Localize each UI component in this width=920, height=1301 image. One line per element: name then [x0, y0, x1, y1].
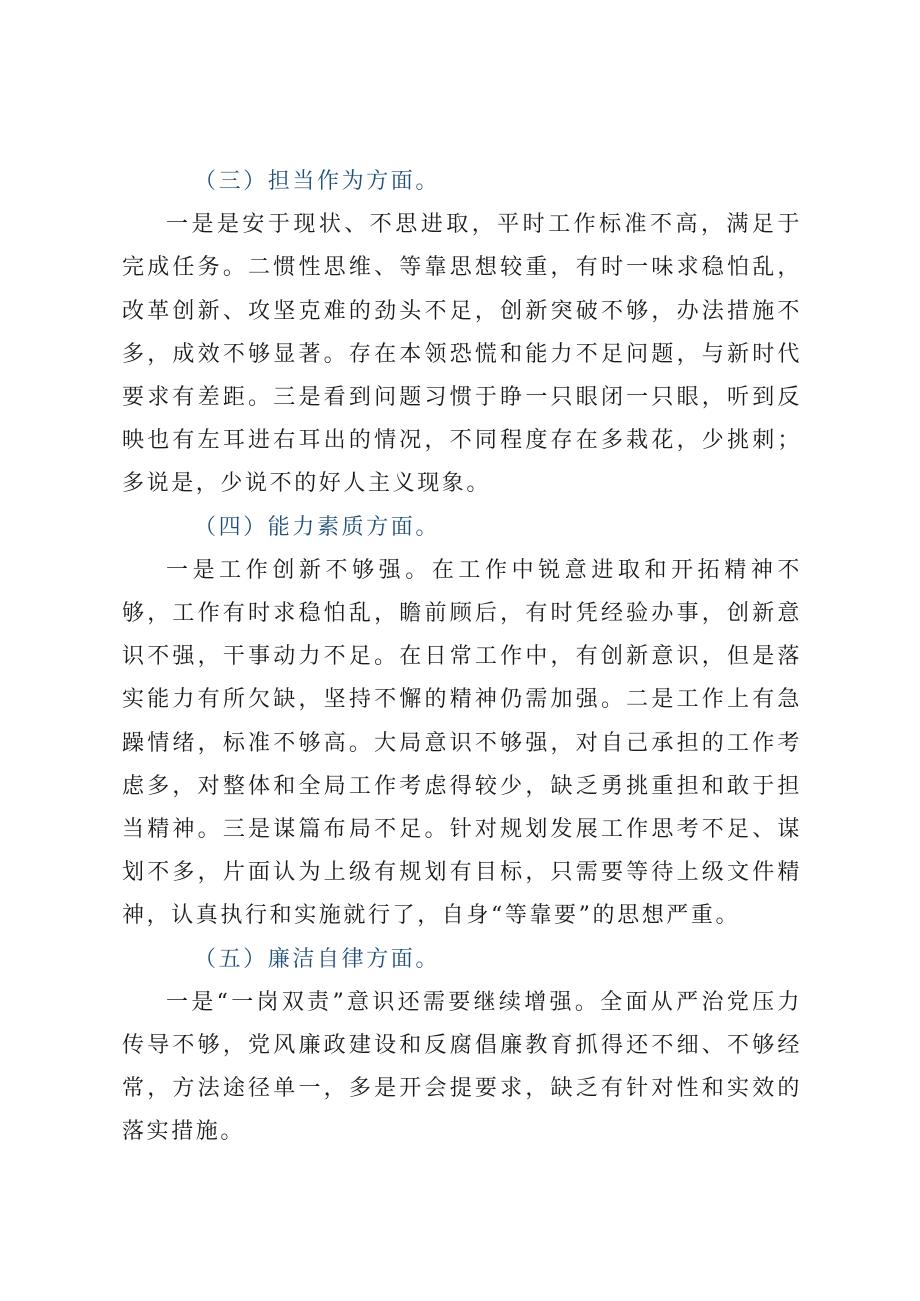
section-heading-responsibility: （三）担当作为方面。	[194, 169, 441, 194]
section-heading-integrity: （五）廉洁自律方面。	[194, 946, 441, 972]
document-body	[122, 160, 802, 1154]
section-body-integrity: 一是“一岗双责”意识还需要继续增强。全面从严治党压力传导不够，党风廉政建设和反腐倡廉教育抓得还不细、不够经常，方法途径单一，多是开会提要求，缺乏有针对性和实效的落实措施。	[122, 989, 802, 1145]
section-body-responsibility: 一是是安于现状、不思进取，平时工作标准不高，满足于完成任务。二惯性思维、等靠思想较重，有时一味求稳怕乱，改革创新、攻坚克难的劲头不足，创新突破不够，办法措施不多，成效不够显著。存在本领恐慌和能力不足问题，与新时代要求有差距。三是看到问题习惯于睁一只眼闭一只眼，听到反映也有左耳进右耳出的情况，不同程度存在多栽花，少挑刺；多说是，少说不的好人主义现象。	[122, 212, 802, 497]
section-heading-ability: （四）能力素质方面。	[194, 514, 441, 540]
section-body-ability: 一是工作创新不够强。在工作中锐意进取和开拓精神不够，工作有时求稳怕乱，瞻前顾后，有时凭经验办事，创新意识不强，干事动力不足。在日常工作中，有创新意识，但是落实能力有所欠缺，坚持不懈的精神仍需加强。二是工作上有急躁情绪，标准不够高。大局意识不够强，对自己承担的工作考虑多，对整体和全局工作考虑得较少，缺乏勇挑重担和敢于担当精神。三是谋篇布局不足。针对规划发展工作思考不足、谋划不多，片面认为上级有规划有目标，只需要等待上级文件精神，认真执行和实施就行了，自身“等靠要”的思想严重。	[122, 557, 802, 929]
